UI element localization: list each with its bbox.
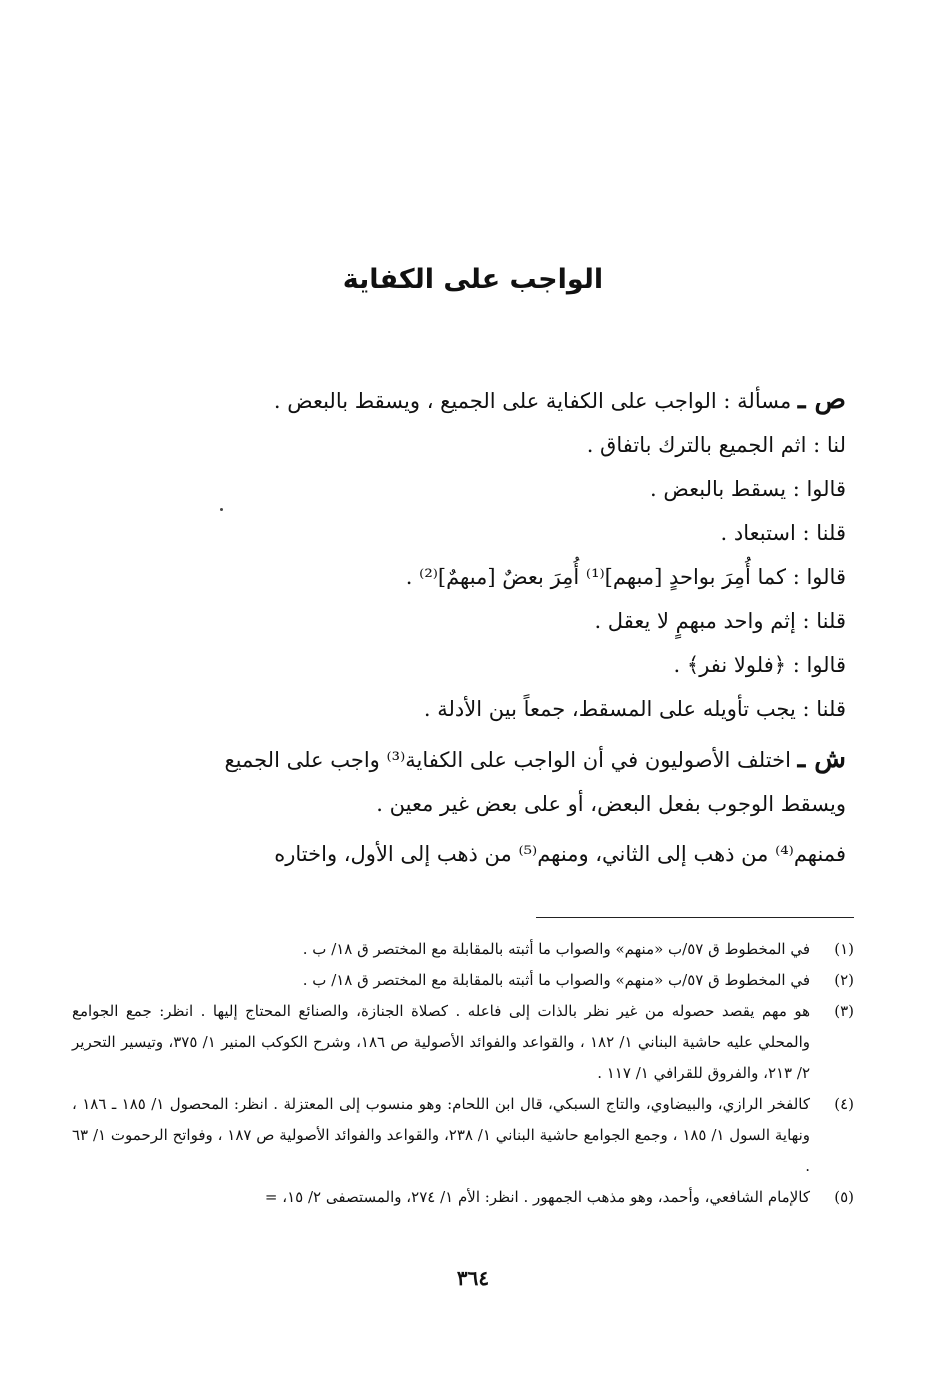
text-line: قالوا : يسقط بالبعض . bbox=[650, 477, 846, 501]
line-text: مسألة : الواجب على الكفاية على الجميع ، ويسقط بالبعض . bbox=[273, 389, 798, 413]
text-line bbox=[76, 737, 846, 782]
footnote bbox=[72, 996, 854, 1089]
text-line: قلنا : إثم واحد مبهمٍ لا يعقل . bbox=[594, 609, 846, 633]
footnote-text: في المخطوط ق ٥٧/ب «منهم» والصواب ما أثبته بالمقابلة مع المختصر ق ١٨/ ب . bbox=[302, 940, 810, 958]
footnote bbox=[72, 965, 854, 996]
sad-marker: ص ـ bbox=[797, 385, 846, 415]
footnote-text: كالإمام الشافعي، وأحمد، وهو مذهب الجمهور . انظر: الأم ١/ ٢٧٤، والمستصفى ٢/ ١٥، = bbox=[264, 1188, 810, 1206]
text-line: قلنا : يجب تأويله على المسقط، جمعاً بين الأدلة . bbox=[423, 697, 846, 721]
page-number: ٣٦٤ bbox=[456, 1266, 490, 1290]
scan-speck bbox=[220, 508, 223, 511]
footnote-number: (٥) bbox=[834, 1188, 854, 1206]
text-line: لنا : اثم الجميع بالترك باتفاق . bbox=[586, 433, 846, 457]
footnotes bbox=[72, 934, 854, 1213]
footnote bbox=[72, 1182, 854, 1213]
main-text bbox=[76, 378, 846, 876]
footnote-number: (٢) bbox=[834, 971, 854, 989]
footnote-number: (٤) bbox=[834, 1095, 854, 1113]
commentary-paragraph bbox=[76, 737, 846, 876]
text-line: قالوا : ﴿فلولا نفر﴾ . bbox=[673, 653, 846, 677]
footnote bbox=[72, 1089, 854, 1182]
text-line: ويسقط الوجوب بفعل البعض، أو على بعض غير معين . bbox=[376, 792, 846, 816]
footnote-number: (١) bbox=[834, 940, 854, 958]
text-line bbox=[76, 378, 846, 423]
text-line: قالوا : كما أُمِرَ بواحدٍ [مبهم]⁽¹⁾ أُمِرَ بعضٌ [مبهمٌ]⁽²⁾ . bbox=[405, 565, 846, 589]
line-text: اختلف الأصوليون في أن الواجب على الكفاية⁽³⁾ واجب على الجميع bbox=[224, 748, 798, 772]
footnote-divider bbox=[536, 917, 854, 918]
page-title: الواجب على الكفاية bbox=[342, 264, 604, 295]
footnote-number: (٣) bbox=[834, 1002, 854, 1020]
footnote-text: كالفخر الرازي، والبيضاوي، والتاج السبكي، قال ابن اللحام: وهو منسوب إلى المعتزلة . انظر: المحصول ١/ ١٨٥ ـ ١٨٦ ، ونهاية السول ١/ ١٨٥ ، وجمع الجوامع حاشية البناني ١/ ٢٣٨، والقواعد والفوائد الأصولية ص ١٨٧ ، وفواتح الرحموت ١/ ٦٣ . bbox=[72, 1095, 810, 1175]
shin-marker: ش ـ bbox=[797, 744, 846, 774]
footnote-text: هو مهم يقصد حصوله من غير نظر بالذات إلى فاعله . كصلاة الجنازة، والصنائع المحتاج إليها . انظر: جمع الجوامع والمحلي عليه حاشية البناني ١/ ١٨٢ ، والقواعد والفوائد الأصولية ص ١٨٦، وشرح الكوكب المنير ١/ ٣٧٥، وتيسير التحرير ٢/ ٢١٣، والفروق للقرافي ١/ ١١٧ . bbox=[72, 1002, 810, 1082]
footnote-text: في المخطوط ق ٥٧/ب «منهم» والصواب ما أثبته بالمقابلة مع المختصر ق ١٨/ ب . bbox=[302, 971, 810, 989]
text-line: فمنهم⁽⁴⁾ من ذهب إلى الثاني، ومنهم⁽⁵⁾ من ذهب إلى الأول، واختاره bbox=[274, 842, 846, 866]
text-line: قلنا : استبعاد . bbox=[720, 521, 846, 545]
footnote bbox=[72, 934, 854, 965]
